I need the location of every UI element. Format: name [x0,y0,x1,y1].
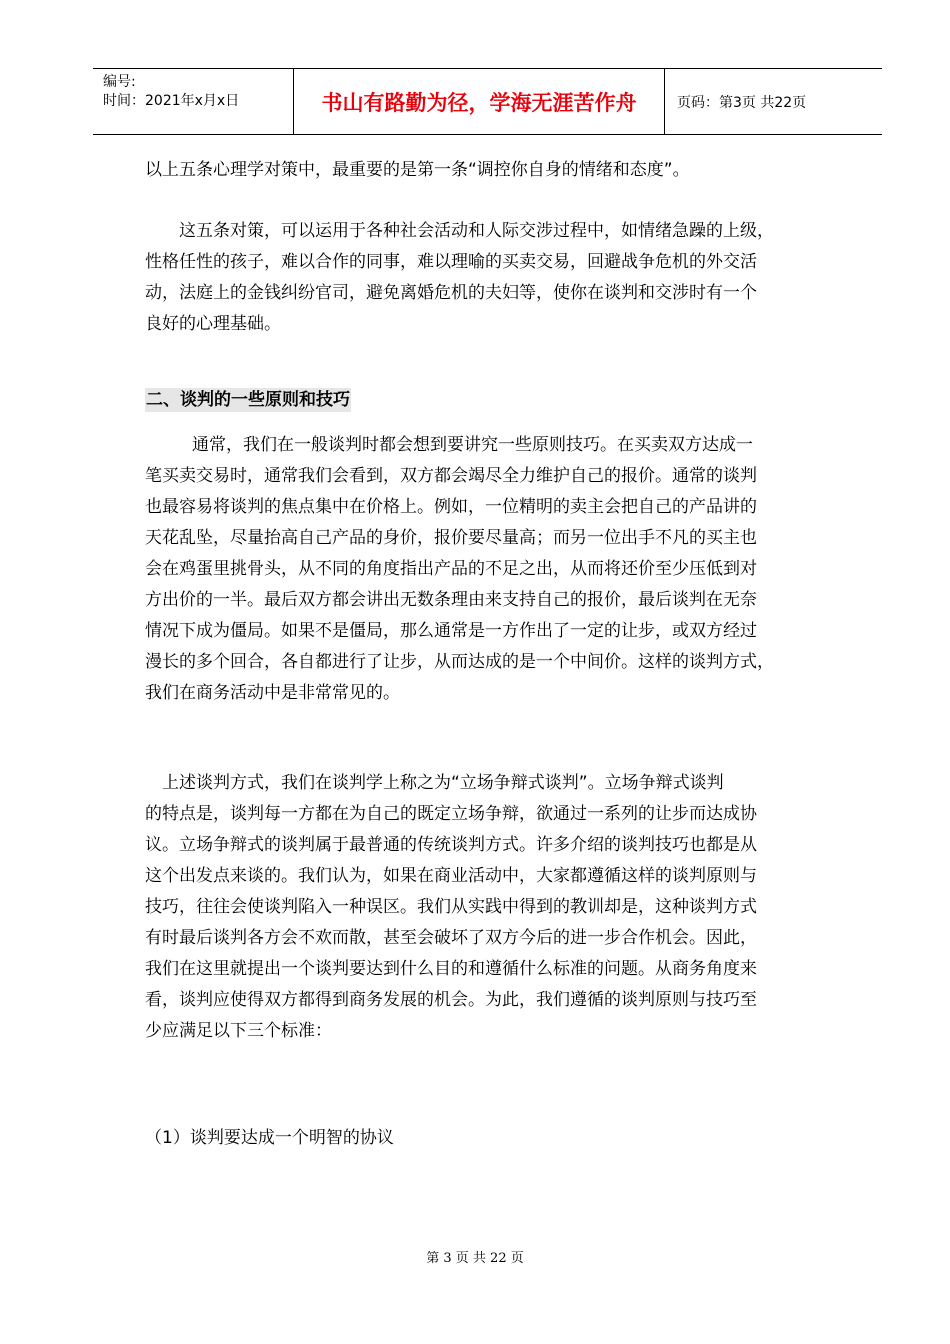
page-header [93,68,882,135]
paragraph-line: 我们在商务活动中是非常常见的。 [145,683,400,703]
paragraph-common-negotiation [145,430,835,709]
paragraph-summary [145,155,835,186]
paragraph-line: 以上五条心理学对策中，最重要的是第一条“调控你自身的情绪和态度”。 [145,160,690,180]
paragraph-line: 通常，我们在一般谈判时都会想到要讲究一些原则技巧。在买卖双方达成一 [192,435,753,455]
paragraph-line: 技巧，往往会使谈判陷入一种误区。我们从实践中得到的教训却是，这种谈判方式 [145,897,757,917]
paragraph-line: 有时最后谈判各方会不欢而散，甚至会破坏了双方今后的进一步合作机会。因此， [145,928,757,948]
paragraph-line: 会在鸡蛋里挑骨头，从不同的角度指出产品的不足之出，从而将还价至少压低到对 [145,559,757,579]
paragraph-positional-bargaining [145,768,835,1047]
paragraph-line: 漫长的多个回合，各自都进行了让步，从而达成的是一个中间价。这样的谈判方式， [145,652,774,672]
section-heading: 二、谈判的一些原则和技巧 [146,390,350,410]
paragraph-line: 天花乱坠，尽量抬高自己产品的身价，报价要尽量高；而另一位出手不凡的买主也 [145,528,757,548]
paragraph-line: 性格任性的孩子，难以合作的同事，难以理喻的买卖交易，回避战争危机的外交活 [145,252,757,272]
paragraph-line: 动，法庭上的金钱纠纷官司，避免离婚危机的夫妇等，使你在谈判和交涉时有一个 [145,283,757,303]
header-page-info: 页码：第3页 共22页 [677,94,807,111]
paragraph-line: 看，谈判应使得双方都得到商务发展的机会。为此，我们遵循的谈判原则与技巧至 [145,990,757,1010]
paragraph-line: 情况下成为僵局。如果不是僵局，那么通常是一方作出了一定的让步，或双方经过 [145,621,757,641]
header-meta [93,69,294,134]
page-footer: 第 3 页 共 22 页 [426,1251,524,1266]
paragraph-line: 这个出发点来谈的。我们认为，如果在商业活动中，大家都遵循这样的谈判原则与 [145,866,757,886]
paragraph-line: 良好的心理基础。 [145,314,281,334]
paragraph-line: 方出价的一半。最后双方都会讲出无数条理由来支持自己的报价，最后谈判在无奈 [145,590,757,610]
document-number-label: 编号: [103,74,136,90]
header-motto: 书山有路勤为径，学海无涯苦作舟 [294,69,665,134]
paragraph-criterion-1 [145,1123,835,1154]
paragraph-line: 少应满足以下三个标准： [145,1021,332,1041]
paragraph-countermeasures [145,216,835,340]
paragraph-line: 的特点是，谈判每一方都在为自己的既定立场争辩，欲通过一系列的让步而达成协 [145,804,757,824]
paragraph-line: 议。立场争辩式的谈判属于最普通的传统谈判方式。许多介绍的谈判技巧也都是从 [145,835,757,855]
paragraph-line: （1）谈判要达成一个明智的协议 [145,1128,394,1148]
paragraph-line: 也最容易将谈判的焦点集中在价格上。例如，一位精明的卖主会把自己的产品讲的 [145,497,757,517]
paragraph-line: 笔买卖交易时，通常我们会看到，双方都会竭尽全力维护自己的报价。通常的谈判 [145,466,757,486]
paragraph-line: 我们在这里就提出一个谈判要达到什么目的和遵循什么标准的问题。从商务角度来 [145,959,757,979]
document-time-label: 时间：2021年x月x日 [103,93,240,109]
paragraph-line: 上述谈判方式，我们在谈判学上称之为“立场争辩式谈判”。立场争辩式谈判 [162,773,724,793]
paragraph-line: 这五条对策，可以运用于各种社会活动和人际交涉过程中，如情绪急躁的上级， [179,221,774,241]
